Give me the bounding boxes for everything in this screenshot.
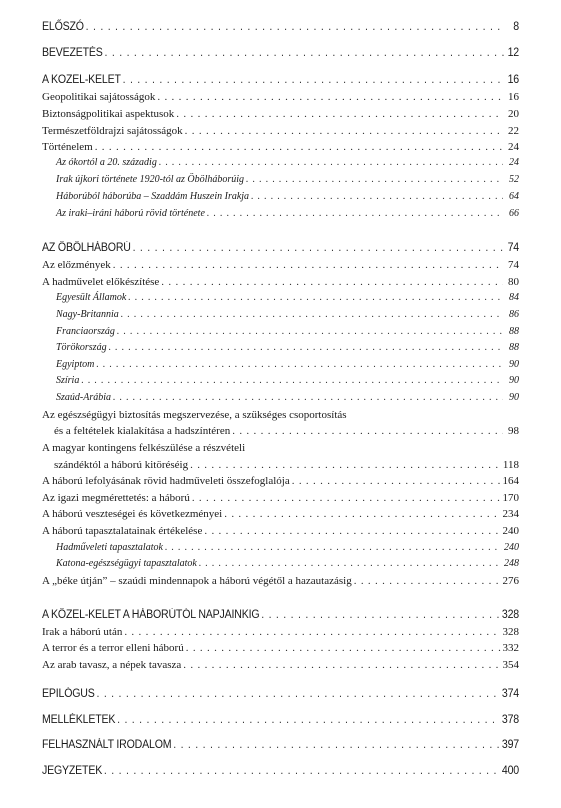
toc-chapter [42, 608, 519, 622]
toc-leader [117, 325, 503, 339]
toc-title: JEGYZETEK [42, 765, 103, 777]
toc-page-number: 22 [508, 125, 519, 137]
toc-title: A terror és a terror elleni háború [42, 642, 184, 654]
toc-subsection [42, 541, 519, 555]
toc-leader [186, 641, 501, 655]
toc-section [42, 124, 519, 138]
toc-section [42, 107, 519, 121]
toc-subsection [42, 156, 519, 170]
toc-leader [246, 173, 503, 187]
toc-page-number: 86 [509, 309, 519, 320]
toc-title: szándéktól a háború kitöréséig [54, 459, 189, 471]
toc-title: Franciaország [56, 326, 115, 337]
toc-section [42, 524, 519, 538]
toc-title: A hadművelet előkészítése [42, 276, 160, 288]
toc-page-number: 90 [509, 359, 519, 370]
toc-leader [183, 658, 500, 672]
toc-section [42, 658, 519, 672]
toc-section [42, 408, 519, 422]
toc-chapter [42, 687, 519, 701]
toc-subsection [42, 173, 519, 187]
toc-title: Az iraki–iráni háború rövid története [56, 208, 205, 219]
toc-section-continuation [42, 458, 519, 472]
toc-page-number: 354 [502, 659, 519, 671]
toc-leader [105, 46, 505, 60]
toc-title: ELŐSZÓ [42, 21, 84, 33]
toc-chapter [42, 738, 519, 752]
toc-title: Az arab tavasz, a népek tavasza [42, 659, 182, 671]
toc-page-number: 170 [502, 492, 519, 504]
table-of-contents [42, 0, 519, 808]
toc-title: Történelem [42, 141, 93, 153]
toc-title: A háború veszteségei és következményei [42, 508, 223, 520]
toc-page-number: 118 [502, 459, 519, 471]
toc-leader [185, 124, 503, 138]
toc-subsection [42, 374, 519, 388]
toc-subsection [42, 358, 519, 372]
toc-leader [86, 20, 505, 34]
toc-page-number: 90 [509, 392, 519, 403]
toc-subsection [42, 291, 519, 305]
toc-section [42, 441, 519, 455]
toc-title: Katona-egészségügyi tapasztalatok [56, 558, 197, 569]
toc-title: A háború lefolyásának rövid hadműveleti összefoglalója [42, 475, 290, 487]
toc-subsection [42, 557, 519, 571]
toc-title: MELLÉKLETEK [42, 714, 116, 726]
toc-title: FELHASZNÁLT IRODALOM [42, 739, 172, 751]
toc-section [42, 491, 519, 505]
toc-leader [204, 524, 500, 538]
toc-chapter [42, 20, 519, 34]
toc-section [42, 574, 519, 588]
toc-page-number: 52 [509, 174, 519, 185]
toc-leader [81, 374, 503, 388]
toc-section [42, 507, 519, 521]
toc-leader [109, 341, 503, 355]
toc-page-number: 16 [507, 74, 520, 86]
toc-page-number: 24 [509, 157, 519, 168]
toc-title: A KÖZEL-KELET [42, 74, 121, 86]
toc-page-number: 276 [502, 575, 519, 587]
toc-chapter [42, 241, 519, 255]
toc-title: Szíria [56, 375, 80, 386]
toc-page-number: 374 [501, 688, 520, 700]
toc-leader [199, 557, 502, 571]
toc-title: A „béke útján” – szaúdi mindennapok a háború végétől a hazautazásig [42, 575, 352, 587]
toc-subsection [42, 308, 519, 322]
toc-title: A KÖZEL-KELET A HÁBORÚTÓL NAPJAINKIG [42, 609, 260, 621]
toc-subsection [42, 190, 519, 204]
toc-leader [251, 190, 503, 204]
toc-page-number: 8 [513, 21, 520, 33]
toc-title: Természetföldrajzi sajátosságok [42, 125, 183, 137]
toc-leader [165, 541, 502, 555]
toc-title: A háború tapasztalatainak értékelése [42, 525, 203, 537]
toc-leader [113, 391, 503, 405]
toc-page-number: 90 [509, 375, 519, 386]
toc-leader [232, 424, 503, 438]
toc-title: Az előzmények [42, 259, 111, 271]
toc-title: Nagy-Britannia [56, 309, 119, 320]
toc-page-number: 84 [509, 292, 519, 303]
toc-title: Irak újkori története 1920-tól az Öbölháborúig [56, 174, 245, 185]
toc-leader [95, 140, 503, 154]
toc-page-number: 164 [502, 475, 519, 487]
toc-page-number: 88 [509, 326, 519, 337]
toc-leader [192, 491, 501, 505]
toc-leader [96, 687, 500, 701]
toc-subsection [42, 207, 519, 221]
toc-page-number: 80 [508, 276, 519, 288]
toc-leader [133, 241, 505, 255]
toc-title: Biztonságpolitikai aspektusok [42, 108, 175, 120]
toc-page-number: 234 [502, 508, 519, 520]
toc-title: Szaúd-Arábia [56, 392, 111, 403]
toc-section-continuation [42, 424, 519, 438]
toc-page-number: 66 [509, 208, 519, 219]
toc-page-number: 64 [509, 191, 519, 202]
toc-leader [121, 308, 503, 322]
toc-leader [123, 73, 505, 87]
toc-title: és a feltételek kialakítása a hadszíntéren [54, 425, 231, 437]
toc-subsection [42, 391, 519, 405]
toc-page-number: 397 [501, 739, 520, 751]
toc-leader [176, 107, 503, 121]
toc-leader [96, 358, 503, 372]
toc-leader [117, 713, 500, 727]
toc-section [42, 140, 519, 154]
toc-page-number: 240 [502, 525, 519, 537]
toc-page-number: 328 [501, 609, 520, 621]
toc-page-number: 328 [502, 626, 519, 638]
toc-leader [261, 608, 500, 622]
toc-section [42, 474, 519, 488]
toc-page-number: 378 [501, 714, 520, 726]
toc-subsection [42, 341, 519, 355]
toc-page-number: 400 [501, 765, 520, 777]
toc-leader [113, 258, 503, 272]
toc-page-number: 98 [508, 425, 519, 437]
toc-leader [224, 507, 500, 521]
toc-title: Az ókortól a 20. századig [56, 157, 157, 168]
toc-section [42, 258, 519, 272]
toc-title: EPILÓGUS [42, 688, 95, 700]
toc-section [42, 625, 519, 639]
toc-page-number: 74 [507, 242, 520, 254]
toc-title: Az igazi megmérettetés: a háború [42, 492, 190, 504]
toc-leader [354, 574, 501, 588]
toc-title: Geopolitikai sajátosságok [42, 91, 156, 103]
toc-title: Háborúból háborúba – Szaddám Huszein Irakja [56, 191, 250, 202]
toc-leader [207, 207, 503, 221]
toc-title: Egyesült Államok [56, 292, 127, 303]
toc-page-number: 88 [509, 342, 519, 353]
toc-page-number: 74 [508, 259, 519, 271]
toc-title: Törökország [56, 342, 107, 353]
toc-leader [124, 625, 500, 639]
toc-page-number: 20 [508, 108, 519, 120]
toc-section [42, 641, 519, 655]
toc-section [42, 275, 519, 289]
toc-page-number: 248 [504, 558, 519, 569]
toc-chapter [42, 764, 519, 778]
toc-section [42, 90, 519, 104]
toc-subsection [42, 325, 519, 339]
toc-page-number: 16 [508, 91, 519, 103]
toc-leader [128, 291, 503, 305]
toc-page-number: 24 [508, 141, 519, 153]
toc-leader [173, 738, 500, 752]
toc-leader [190, 458, 501, 472]
toc-leader [159, 156, 503, 170]
toc-chapter [42, 73, 519, 87]
toc-page-number: 332 [502, 642, 519, 654]
toc-leader [161, 275, 503, 289]
toc-chapter [42, 713, 519, 727]
toc-chapter [42, 46, 519, 60]
toc-title: A magyar kontingens felkészülése a részvételi [42, 442, 246, 454]
toc-title: Az egészségügyi biztosítás megszervezése, a szükséges csoportosítás [42, 409, 347, 421]
toc-title: Hadműveleti tapasztalatok [56, 542, 163, 553]
toc-leader [292, 474, 501, 488]
toc-leader [157, 90, 503, 104]
toc-title: AZ ÖBÖLHÁBORÚ [42, 242, 131, 254]
toc-title: Egyiptom [56, 359, 95, 370]
toc-page-number: 12 [507, 47, 520, 59]
toc-leader [104, 764, 500, 778]
toc-page-number: 240 [504, 542, 519, 553]
toc-title: BEVEZETÉS [42, 47, 103, 59]
toc-title: Irak a háború után [42, 626, 123, 638]
